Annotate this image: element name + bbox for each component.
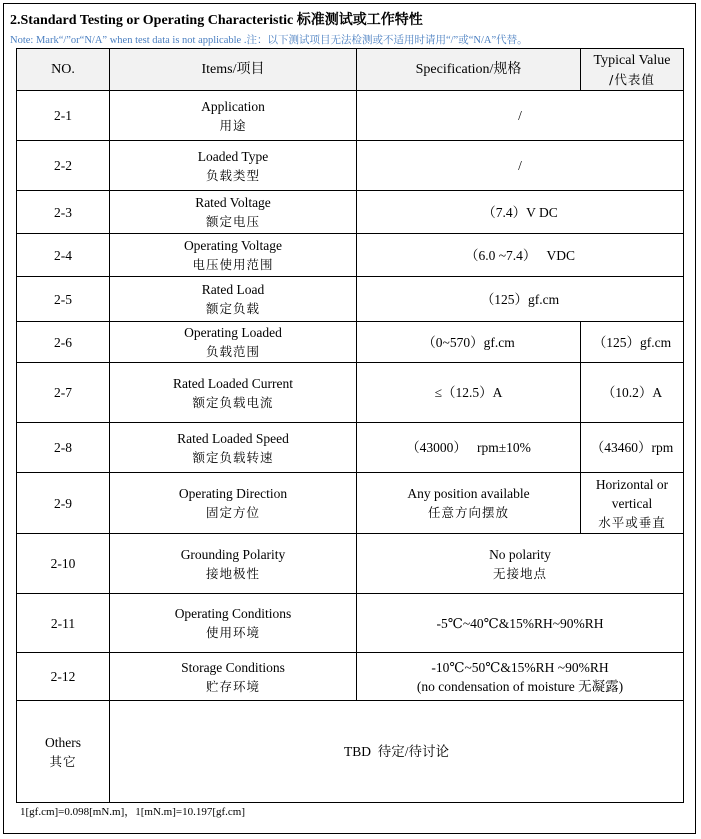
table-header-row — [17, 49, 684, 91]
row-spec: TBD 待定/待讨论 — [110, 701, 684, 803]
table-row — [17, 653, 684, 701]
row-no: 2-4 — [17, 234, 110, 277]
item-en: Storage Conditions — [181, 659, 285, 675]
table-row — [17, 277, 684, 322]
row-typical — [581, 473, 684, 534]
item-zh: 接地极性 — [205, 565, 260, 581]
table-row — [17, 191, 684, 234]
row-spec: / — [357, 141, 684, 191]
table-row — [17, 701, 684, 803]
row-no: 2-8 — [17, 423, 110, 473]
row-spec: （43000） rpm±10% — [357, 423, 581, 473]
table-row — [17, 363, 684, 423]
spec-en: Any position available — [407, 486, 530, 501]
item-zh: 额定电压 — [205, 214, 260, 229]
item-en: Operating Voltage — [183, 238, 283, 253]
row-item — [110, 653, 357, 701]
table-row — [17, 234, 684, 277]
row-item — [110, 473, 357, 534]
spec-line1: -10℃~50℃&15%RH ~90%RH — [431, 659, 609, 675]
item-en: Rated Loaded Speed — [177, 430, 289, 446]
item-en: Rated Load — [201, 282, 265, 297]
row-no: 2-10 — [17, 534, 110, 594]
row-no: 2-6 — [17, 322, 110, 363]
item-en: Loaded Type — [197, 148, 269, 164]
row-typical: （125）gf.cm — [581, 322, 684, 363]
row-spec: （125）gf.cm — [357, 277, 684, 322]
row-no: 2-5 — [17, 277, 110, 322]
spec-table — [16, 48, 684, 803]
item-en: Grounding Polarity — [180, 546, 286, 562]
row-no: 2-1 — [17, 91, 110, 141]
table-row — [17, 594, 684, 653]
header-no: NO. — [17, 49, 110, 91]
row-item — [110, 594, 357, 653]
header-spec: Specification/规格 — [357, 49, 581, 91]
row-no: 2-2 — [17, 141, 110, 191]
row-spec: （0~570）gf.cm — [357, 322, 581, 363]
row-item — [110, 534, 357, 594]
item-en: Rated Loaded Current — [173, 375, 293, 391]
header-items: Items/项目 — [110, 49, 357, 91]
row-spec: / — [357, 91, 684, 141]
item-zh: 固定方位 — [205, 505, 260, 520]
item-zh: 负载类型 — [205, 167, 260, 183]
item-en: Rated Voltage — [195, 195, 271, 210]
item-en: Operating Conditions — [174, 606, 292, 621]
spec-en: No polarity — [489, 546, 551, 562]
row-spec — [357, 473, 581, 534]
header-typical-zh: /代表值 — [609, 71, 655, 87]
item-zh: 电压使用范围 — [192, 257, 274, 272]
item-zh: 使用环境 — [205, 625, 260, 640]
row-spec — [357, 534, 684, 594]
header-typical — [581, 49, 684, 91]
row-item — [110, 141, 357, 191]
unit-conversion-footnote: 1[gf.cm]=0.098[mN.m]，1[mN.m]=10.197[gf.cm] — [20, 806, 246, 818]
others-en: Others — [45, 734, 81, 750]
row-item — [110, 191, 357, 234]
row-typical: （43460）rpm — [581, 423, 684, 473]
item-zh: 额定负载电流 — [192, 394, 274, 410]
table-row — [17, 322, 684, 363]
row-no: 2-9 — [17, 473, 110, 534]
row-item — [110, 91, 357, 141]
note-text: Note: Mark“/”or“N/A” when test data is not applicable .注：以下测试项目无法检测或不适用时请用“/”或“N/A”代替。 — [10, 35, 528, 46]
row-item — [110, 322, 357, 363]
header-typical-en: Typical Value — [593, 52, 671, 68]
item-zh: 额定负载转速 — [192, 449, 274, 465]
item-en: Operating Loaded — [184, 325, 282, 340]
row-no — [17, 701, 110, 803]
section-heading: 2.Standard Testing or Operating Characteristic 标准测试或工作特性 — [10, 13, 423, 28]
item-zh: 用途 — [219, 117, 247, 133]
row-spec: ≤（12.5）A — [357, 363, 581, 423]
table-row — [17, 141, 684, 191]
row-no: 2-7 — [17, 363, 110, 423]
table-row — [17, 91, 684, 141]
typical-zh: 水平或垂直 — [598, 514, 666, 530]
item-zh: 额定负载 — [205, 301, 260, 316]
row-item — [110, 363, 357, 423]
spec-zh: 任意方向摆放 — [427, 505, 509, 520]
row-spec: （6.0 ~7.4） VDC — [357, 234, 684, 277]
row-item — [110, 234, 357, 277]
others-zh: 其它 — [49, 753, 77, 769]
row-item — [110, 277, 357, 322]
typical-en: Horizontal or vertical — [595, 476, 669, 511]
row-no: 2-3 — [17, 191, 110, 234]
spec-zh: 无接地点 — [492, 565, 547, 581]
item-en: Operating Direction — [178, 486, 288, 501]
table-row — [17, 423, 684, 473]
item-en: Application — [201, 98, 265, 114]
spec-line2: (no condensation of moisture 无凝露) — [416, 678, 624, 694]
item-zh: 贮存环境 — [205, 678, 260, 694]
row-spec — [357, 653, 684, 701]
row-no: 2-12 — [17, 653, 110, 701]
row-item — [110, 423, 357, 473]
item-zh: 负载范围 — [205, 344, 260, 359]
table-row — [17, 473, 684, 534]
row-spec: -5℃~40℃&15%RH~90%RH — [357, 594, 684, 653]
table-row — [17, 534, 684, 594]
row-typical: （10.2）A — [581, 363, 684, 423]
row-no: 2-11 — [17, 594, 110, 653]
row-spec: （7.4）V DC — [357, 191, 684, 234]
